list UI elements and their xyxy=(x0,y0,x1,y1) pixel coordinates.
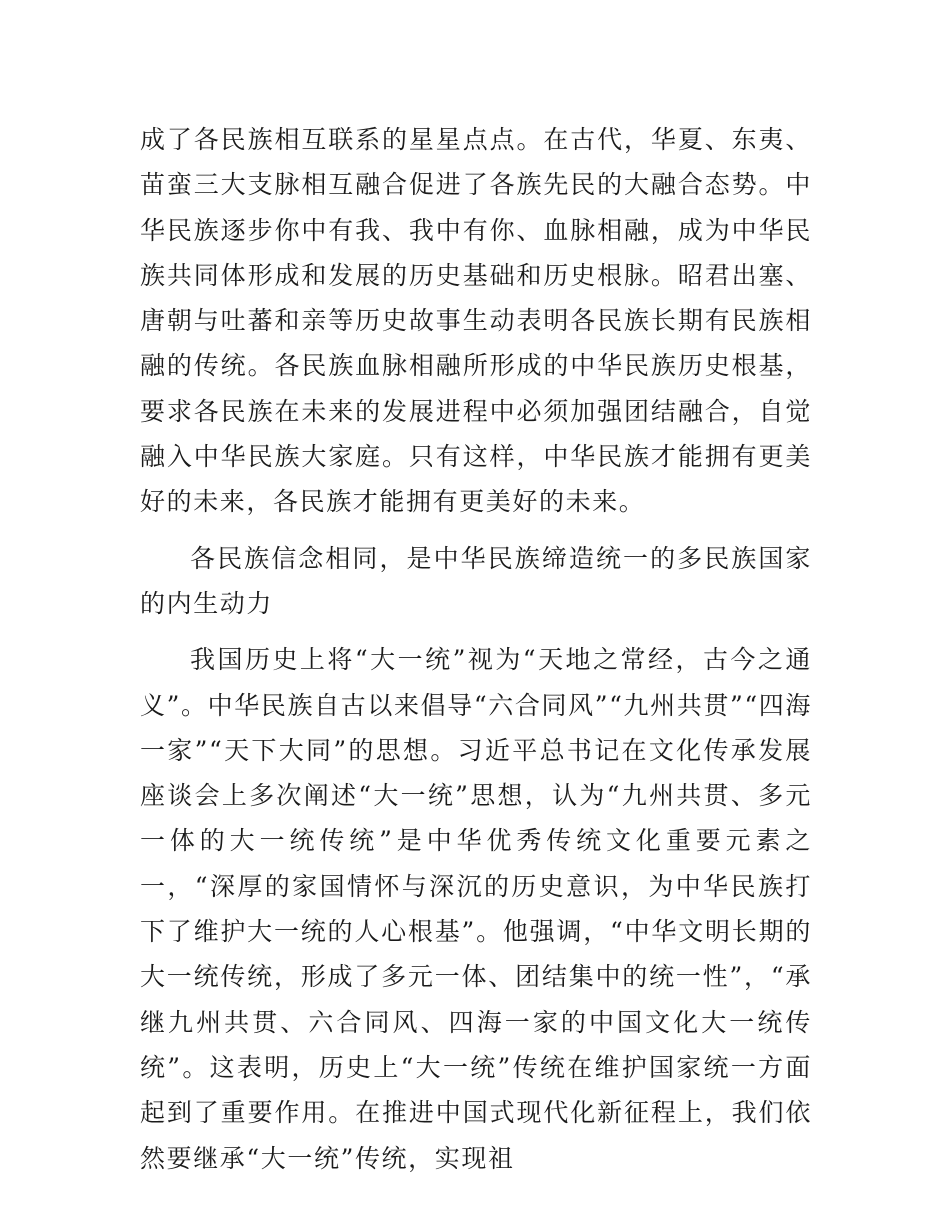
paragraph-heading-belief: 各民族信念相同，是中华民族缔造统一的多民族国家的内生动力 xyxy=(140,543,812,618)
paragraph-continuation: 成了各民族相互联系的星星点点。在古代，华夏、东夷、苗蛮三大支脉相互融合促进了各族先民的大融合态势。中华民族逐步你中有我、我中有你、血脉相融，成为中华民族共同体形成和发展的历史基础和历史根脉。昭君出塞、唐朝与吐蕃和亲等历史故事生动表明各民族长期有民族相融的传统。各民族血脉相融所形成的中华民族历史根基，要求各民族在未来的发展进程中必须加强团结融合，自觉融入中华民族大家庭。只有这样，中华民族才能拥有更美好的未来，各民族才能拥有更美好的未来。 xyxy=(140,125,812,517)
paragraph-grand-unification: 我国历史上将“大一统”视为“天地之常经，古今之通义”。中华民族自古以来倡导“六合同风”“九州共贯”“四海一家”“天下大同”的思想。习近平总书记在文化传承发展座谈会上多次阐述“大一统”思想，认为“九州共贯、多元一体的大一统传统”是中华优秀传统文化重要元素之一，“深厚的家国情怀与深沉的历史意识，为中华民族打下了维护大一统的人心根基”。他强调，“中华文明长期的大一统传统，形成了多元一体、团结集中的统一性”，“承继九州共贯、六合同风、四海一家的中国文化大一统传统”。这表明，历史上“大一统”传统在维护国家统一方面起到了重要作用。在推进中国式现代化新征程上，我们依然要继承“大一统”传统，实现祖 xyxy=(140,645,812,1173)
document-body xyxy=(140,117,812,1192)
